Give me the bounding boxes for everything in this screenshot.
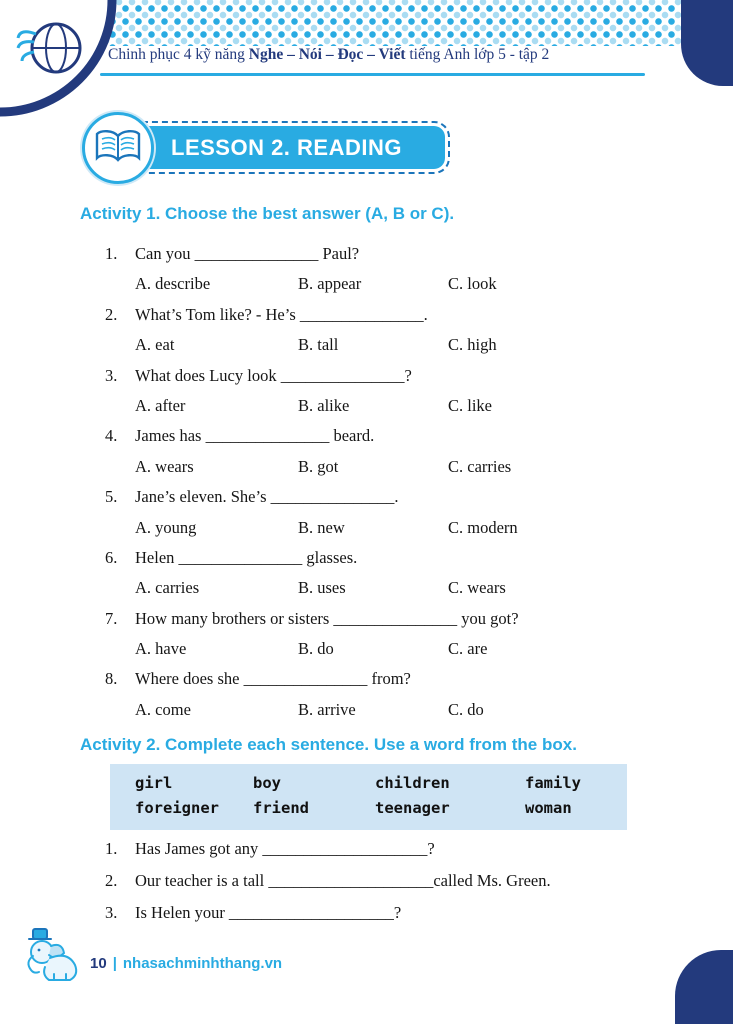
question-text: What’s Tom like? - He’s _______________.	[135, 304, 428, 324]
option-a: A. wears	[135, 456, 194, 476]
question-number: 1.	[105, 244, 118, 263]
top-right-corner-shape	[681, 0, 733, 86]
option-a: A. come	[135, 699, 191, 719]
open-book-icon	[82, 112, 154, 184]
footer-separator: |	[112, 955, 117, 972]
question-list	[80, 239, 665, 725]
question-item	[80, 239, 665, 300]
option-b: B. uses	[298, 578, 346, 598]
globe-wings-logo-icon	[12, 8, 94, 90]
word-girl: girl	[135, 774, 173, 792]
option-b: B. got	[298, 456, 339, 476]
question-item	[80, 300, 665, 361]
header-title-skills: Nghe – Nói – Đọc – Viết	[248, 46, 406, 63]
activity-1-heading: Activity 1. Choose the best answer (A, B or C).	[80, 204, 455, 223]
option-b: B. alike	[298, 395, 350, 415]
question-text: Where does she _______________ from?	[135, 669, 411, 689]
option-a: A. carries	[135, 578, 200, 598]
option-c: C. wears	[448, 578, 506, 598]
option-b: B. appear	[298, 274, 362, 294]
sentence-number: 1.	[105, 839, 118, 858]
sentence-item	[80, 897, 665, 929]
option-b: B. arrive	[298, 699, 356, 719]
lesson-banner	[86, 121, 450, 174]
word-teenager: teenager	[375, 799, 450, 817]
option-c: C. high	[448, 335, 497, 355]
question-text: Can you _______________ Paul?	[135, 244, 360, 263]
header-title-suffix: tiếng Anh lớp 5 - tập 2	[405, 46, 550, 63]
word-children: children	[375, 774, 450, 792]
sentence-item	[80, 833, 665, 865]
question-item	[80, 482, 665, 543]
question-item	[80, 604, 665, 665]
option-c: C. are	[448, 639, 488, 659]
option-b: B. tall	[298, 335, 339, 355]
lesson-title: LESSON 2. READING	[171, 134, 402, 160]
question-number: 8.	[105, 669, 118, 689]
publisher-website: nhasachminhthang.vn	[122, 955, 283, 972]
question-number: 2.	[105, 304, 118, 324]
elephant-mascot-icon	[20, 925, 84, 985]
sentence-text: Is Helen your ____________________?	[135, 903, 402, 922]
word-box	[110, 764, 627, 830]
option-c: C. do	[448, 699, 484, 719]
bottom-right-corner-shape	[675, 950, 733, 1024]
option-a: A. after	[135, 395, 186, 415]
sentence-number: 2.	[105, 871, 118, 890]
word-foreigner: foreigner	[135, 799, 219, 817]
question-number: 3.	[105, 365, 118, 385]
sentence-item	[80, 865, 665, 897]
question-number: 4.	[105, 426, 118, 446]
question-item	[80, 361, 665, 422]
word-woman: woman	[525, 799, 572, 817]
question-item	[80, 543, 665, 604]
sentence-list	[80, 833, 665, 929]
question-text: Jane’s eleven. She’s _______________.	[135, 487, 399, 507]
option-c: C. like	[448, 395, 492, 415]
page-number: 10	[90, 955, 107, 972]
sentence-number: 3.	[105, 903, 118, 922]
question-number: 6.	[105, 547, 118, 567]
word-family: family	[525, 774, 581, 792]
word-box-row	[135, 771, 627, 796]
word-boy: boy	[253, 774, 281, 792]
option-c: C. look	[448, 274, 497, 294]
page-header-title	[108, 46, 668, 64]
question-item	[80, 664, 665, 725]
footer	[90, 955, 282, 972]
question-number: 7.	[105, 608, 118, 628]
question-text: Helen _______________ glasses.	[135, 547, 358, 567]
option-a: A. describe	[135, 274, 211, 294]
question-text: James has _______________ beard.	[135, 426, 375, 446]
question-number: 5.	[105, 487, 118, 507]
option-c: C. modern	[448, 517, 518, 537]
word-box-row	[135, 796, 627, 821]
option-b: B. do	[298, 639, 334, 659]
sentence-text: Has James got any ____________________?	[135, 839, 435, 858]
option-a: A. young	[135, 517, 197, 537]
question-item	[80, 421, 665, 482]
word-friend: friend	[253, 799, 309, 817]
option-a: A. eat	[135, 335, 175, 355]
option-a: A. have	[135, 639, 187, 659]
activity-2-heading: Activity 2. Complete each sentence. Use a word from the box.	[80, 735, 577, 754]
question-text: How many brothers or sisters _______________ you got?	[135, 608, 519, 628]
header-underline	[100, 73, 645, 76]
option-c: C. carries	[448, 456, 512, 476]
option-b: B. new	[298, 517, 345, 537]
header-title-prefix: Chinh phục 4 kỹ năng	[108, 46, 249, 63]
sentence-text: Our teacher is a tall ____________________called Ms. Green.	[135, 871, 551, 890]
question-text: What does Lucy look _______________?	[135, 365, 412, 385]
